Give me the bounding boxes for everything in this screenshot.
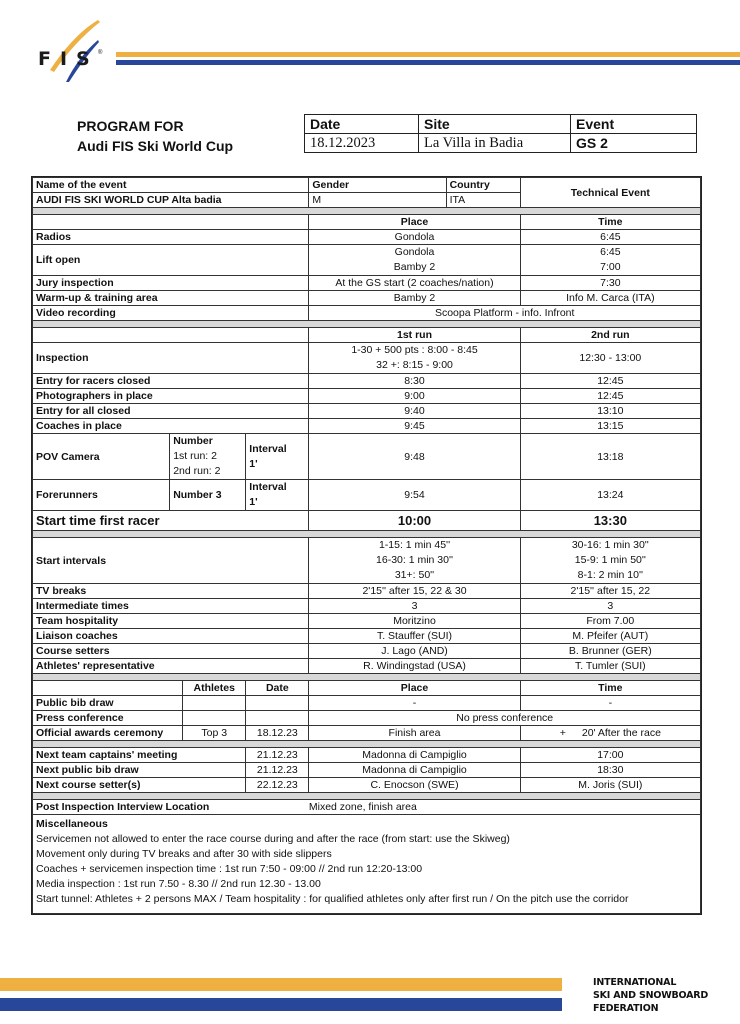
place-value: C. Enocson (SWE) bbox=[309, 778, 520, 793]
place-value: Finish area bbox=[309, 726, 520, 741]
row-label: Entry for racers closed bbox=[33, 374, 309, 389]
run1-value: 9:48 bbox=[309, 434, 520, 480]
footer-organization bbox=[593, 976, 708, 1015]
run1-value: J. Lago (AND) bbox=[309, 644, 520, 659]
table-row bbox=[33, 343, 701, 374]
row-label: Liaison coaches bbox=[33, 629, 309, 644]
date-value: 18.12.2023 bbox=[305, 134, 419, 153]
athletes-header: Athletes bbox=[183, 681, 246, 696]
table-row bbox=[33, 538, 701, 584]
country-label: Country bbox=[446, 178, 520, 193]
time-line: 6:45 bbox=[600, 246, 621, 258]
date-value bbox=[246, 711, 309, 726]
technical-event-label: Technical Event bbox=[520, 178, 700, 208]
row-label: Start intervals bbox=[33, 538, 309, 584]
interval-label: Interval bbox=[249, 442, 287, 455]
athletes-value: Top 3 bbox=[183, 726, 246, 741]
place-value: Gondola bbox=[309, 230, 520, 245]
run2-value: 13:24 bbox=[520, 480, 700, 511]
time-value: Info M. Carca (ITA) bbox=[520, 291, 700, 306]
footer-bar-blue bbox=[0, 998, 562, 1011]
date-value: 18.12.23 bbox=[246, 726, 309, 741]
interval-value: 1' bbox=[249, 496, 258, 508]
table-row bbox=[33, 711, 701, 726]
table-row bbox=[33, 644, 701, 659]
run2-line: 15-9: 1 min 50'' bbox=[574, 554, 646, 566]
separator bbox=[33, 208, 701, 215]
run2-value: From 7.00 bbox=[520, 614, 700, 629]
run2-line: 30-16: 1 min 30'' bbox=[571, 539, 649, 551]
time-value bbox=[520, 245, 700, 276]
row-label: Warm-up & training area bbox=[33, 291, 309, 306]
separator bbox=[33, 793, 701, 800]
run2-value: 12:30 - 13:00 bbox=[520, 343, 700, 374]
row-label: Team hospitality bbox=[33, 614, 309, 629]
misc-section bbox=[33, 815, 701, 914]
forerunners-number: Number 3 bbox=[170, 480, 246, 511]
pov-number bbox=[170, 434, 246, 480]
date-value: 22.12.23 bbox=[246, 778, 309, 793]
run2-value: 12:45 bbox=[520, 389, 700, 404]
table-row bbox=[33, 374, 701, 389]
table-row bbox=[33, 800, 701, 815]
title-line-2: Audi FIS Ski World Cup bbox=[77, 138, 234, 154]
header-bar-blue bbox=[116, 60, 740, 65]
row-label: Jury inspection bbox=[33, 276, 309, 291]
place-header: Place bbox=[309, 681, 520, 696]
time-value: 18:30 bbox=[520, 763, 700, 778]
press-value: No press conference bbox=[309, 711, 701, 726]
time-line: 7:00 bbox=[600, 261, 621, 273]
athletes-value bbox=[183, 711, 246, 726]
org-line: FEDERATION bbox=[593, 1003, 659, 1014]
time-value: 6:45 bbox=[520, 230, 700, 245]
site-value: La Villa in Badia bbox=[419, 134, 571, 153]
separator bbox=[33, 741, 701, 748]
run1-header: 1st run bbox=[309, 328, 520, 343]
registered-mark: ® bbox=[98, 50, 103, 56]
time-value: M. Joris (SUI) bbox=[520, 778, 700, 793]
event-header: Event bbox=[571, 115, 697, 134]
table-row bbox=[33, 419, 701, 434]
row-label: Start time first racer bbox=[33, 511, 309, 531]
run1-value bbox=[309, 538, 520, 584]
table-row bbox=[33, 245, 701, 276]
misc-line: Servicemen not allowed to enter the race course during and after the race (from start: use the Skiweg) bbox=[36, 833, 510, 845]
place-value bbox=[309, 245, 520, 276]
misc-label: Miscellaneous bbox=[36, 818, 108, 830]
row-label: Press conference bbox=[33, 711, 183, 726]
run2-value: 2'15'' after 15, 22 bbox=[520, 584, 700, 599]
misc-line: Start tunnel: Athletes + 2 persons MAX / Team hospitality : for qualified athletes only after first run / On the pitch use the corridor bbox=[36, 893, 629, 905]
org-line: SKI AND SNOWBOARD bbox=[593, 990, 709, 1001]
blank-cell bbox=[33, 681, 183, 696]
date-header: Date bbox=[246, 681, 309, 696]
run2-value: 13:18 bbox=[520, 434, 700, 480]
table-row bbox=[33, 629, 701, 644]
run2-value: T. Tumler (SUI) bbox=[520, 659, 700, 674]
post-inspection-label: Post Inspection Interview Location bbox=[33, 800, 309, 815]
run1-value: 9:00 bbox=[309, 389, 520, 404]
time-value: 17:00 bbox=[520, 748, 700, 763]
table-row bbox=[33, 726, 701, 741]
footer-bar-yellow bbox=[0, 978, 562, 991]
title-line-1: PROGRAM FOR bbox=[77, 118, 184, 134]
interval-value: 1' bbox=[249, 457, 258, 470]
run1-line: 1-15: 1 min 45'' bbox=[378, 539, 451, 551]
table-row bbox=[33, 748, 701, 763]
run2-value: B. Brunner (GER) bbox=[520, 644, 700, 659]
time-header: Time bbox=[520, 681, 700, 696]
logo-text: FIS bbox=[38, 48, 99, 70]
interval-label: Interval bbox=[249, 481, 287, 493]
run1-value: T. Stauffer (SUI) bbox=[309, 629, 520, 644]
run1-value: 3 bbox=[309, 599, 520, 614]
run2-value: 13:10 bbox=[520, 404, 700, 419]
blank-cell bbox=[33, 328, 309, 343]
place-header: Place bbox=[309, 215, 520, 230]
table-row bbox=[33, 511, 701, 531]
number-run2: 2nd run: 2 bbox=[173, 465, 221, 477]
table-row bbox=[33, 696, 701, 711]
program-table bbox=[31, 176, 702, 915]
row-label: Coaches in place bbox=[33, 419, 309, 434]
post-inspection-value: Mixed zone, finish area bbox=[309, 800, 701, 815]
gender-value: M bbox=[309, 193, 446, 208]
run2-line: 8-1: 2 min 10'' bbox=[577, 569, 643, 581]
place-value: Madonna di Campiglio bbox=[309, 763, 520, 778]
row-label: Next course setter(s) bbox=[33, 778, 246, 793]
date-header: Date bbox=[305, 115, 419, 134]
place-value: - bbox=[309, 696, 520, 711]
time-value bbox=[520, 726, 700, 741]
date-value: 21.12.23 bbox=[246, 763, 309, 778]
run1-value: 9:40 bbox=[309, 404, 520, 419]
org-line: INTERNATIONAL bbox=[593, 977, 677, 988]
number-label: Number bbox=[173, 435, 213, 447]
fis-logo bbox=[36, 18, 106, 82]
site-header: Site bbox=[419, 115, 571, 134]
run2-value: 13:15 bbox=[520, 419, 700, 434]
run1-value: 2'15'' after 15, 22 & 30 bbox=[309, 584, 520, 599]
table-row bbox=[33, 584, 701, 599]
run1-value: 10:00 bbox=[309, 511, 520, 531]
run1-line: 31+: 50'' bbox=[394, 569, 435, 581]
place-line: Gondola bbox=[394, 246, 435, 258]
date-value bbox=[246, 696, 309, 711]
row-label: Official awards ceremony bbox=[33, 726, 183, 741]
run2-value: M. Pfeifer (AUT) bbox=[520, 629, 700, 644]
run1-value: 9:45 bbox=[309, 419, 520, 434]
time-header: Time bbox=[520, 215, 700, 230]
video-value: Scoopa Platform - info. Infront bbox=[309, 306, 701, 321]
run1-value: 9:54 bbox=[309, 480, 520, 511]
row-label: Intermediate times bbox=[33, 599, 309, 614]
place-value: Madonna di Campiglio bbox=[309, 748, 520, 763]
run2-header: 2nd run bbox=[520, 328, 700, 343]
misc-line: Media inspection : 1st run 7.50 - 8.30 // 2nd run 12.30 - 13.00 bbox=[36, 878, 321, 890]
table-row bbox=[33, 434, 701, 480]
run1-value bbox=[309, 343, 520, 374]
table-row bbox=[33, 778, 701, 793]
time-text: 20' After the race bbox=[581, 727, 661, 739]
table-row bbox=[33, 404, 701, 419]
run2-value: 3 bbox=[520, 599, 700, 614]
row-label: Course setters bbox=[33, 644, 309, 659]
forerunners-interval bbox=[246, 480, 309, 511]
run1-line: 1-30 + 500 pts : 8:00 - 8:45 bbox=[351, 344, 478, 356]
table-row bbox=[33, 763, 701, 778]
page-title bbox=[77, 116, 233, 156]
row-label: Public bib draw bbox=[33, 696, 183, 711]
separator bbox=[33, 321, 701, 328]
run2-value bbox=[520, 538, 700, 584]
row-label: Radios bbox=[33, 230, 309, 245]
row-label: Athletes' representative bbox=[33, 659, 309, 674]
run2-value: 13:30 bbox=[520, 511, 700, 531]
run1-value: Moritzino bbox=[309, 614, 520, 629]
row-label: Next public bib draw bbox=[33, 763, 246, 778]
table-row bbox=[33, 276, 701, 291]
row-label: TV breaks bbox=[33, 584, 309, 599]
place-value: At the GS start (2 coaches/nation) bbox=[309, 276, 520, 291]
athletes-value bbox=[183, 696, 246, 711]
place-line: Bamby 2 bbox=[393, 261, 436, 273]
run1-line: 32 +: 8:15 - 9:00 bbox=[376, 359, 453, 371]
event-value: GS 2 bbox=[571, 134, 697, 153]
date-value: 21.12.23 bbox=[246, 748, 309, 763]
run2-value: 12:45 bbox=[520, 374, 700, 389]
row-label: Photographers in place bbox=[33, 389, 309, 404]
pov-interval bbox=[246, 434, 309, 480]
row-label: Inspection bbox=[33, 343, 309, 374]
time-value: - bbox=[520, 696, 700, 711]
table-row bbox=[33, 291, 701, 306]
misc-line: Coaches + servicemen inspection time : 1st run 7:50 - 09:00 // 2nd run 12:20-13:00 bbox=[36, 863, 423, 875]
time-prefix: + bbox=[559, 727, 566, 739]
misc-line: Movement only during TV breaks and after 30 with side slippers bbox=[36, 848, 332, 860]
misc-cell bbox=[33, 815, 701, 914]
separator bbox=[33, 531, 701, 538]
run1-line: 16-30: 1 min 30'' bbox=[376, 554, 453, 566]
gender-label: Gender bbox=[309, 178, 446, 193]
place-value: Bamby 2 bbox=[309, 291, 520, 306]
row-label: Forerunners bbox=[33, 480, 170, 511]
table-row bbox=[33, 230, 701, 245]
row-label: POV Camera bbox=[33, 434, 170, 480]
table-row bbox=[33, 389, 701, 404]
row-label: Lift open bbox=[33, 245, 309, 276]
table-row bbox=[33, 480, 701, 511]
run1-value: 8:30 bbox=[309, 374, 520, 389]
time-value: 7:30 bbox=[520, 276, 700, 291]
separator bbox=[33, 674, 701, 681]
event-name-label: Name of the event bbox=[33, 178, 309, 193]
run1-value: R. Windingstad (USA) bbox=[309, 659, 520, 674]
row-label: Entry for all closed bbox=[33, 404, 309, 419]
table-row bbox=[33, 599, 701, 614]
blank-cell bbox=[33, 215, 309, 230]
event-info-box bbox=[304, 114, 697, 153]
table-row bbox=[33, 614, 701, 629]
country-value: ITA bbox=[446, 193, 520, 208]
number-run1: 1st run: 2 bbox=[173, 450, 217, 462]
header-bar-yellow bbox=[116, 52, 740, 57]
row-label: Video recording bbox=[33, 306, 309, 321]
table-row bbox=[33, 306, 701, 321]
event-name-value: AUDI FIS SKI WORLD CUP Alta badia bbox=[33, 193, 309, 208]
row-label: Next team captains' meeting bbox=[33, 748, 246, 763]
table-row bbox=[33, 659, 701, 674]
